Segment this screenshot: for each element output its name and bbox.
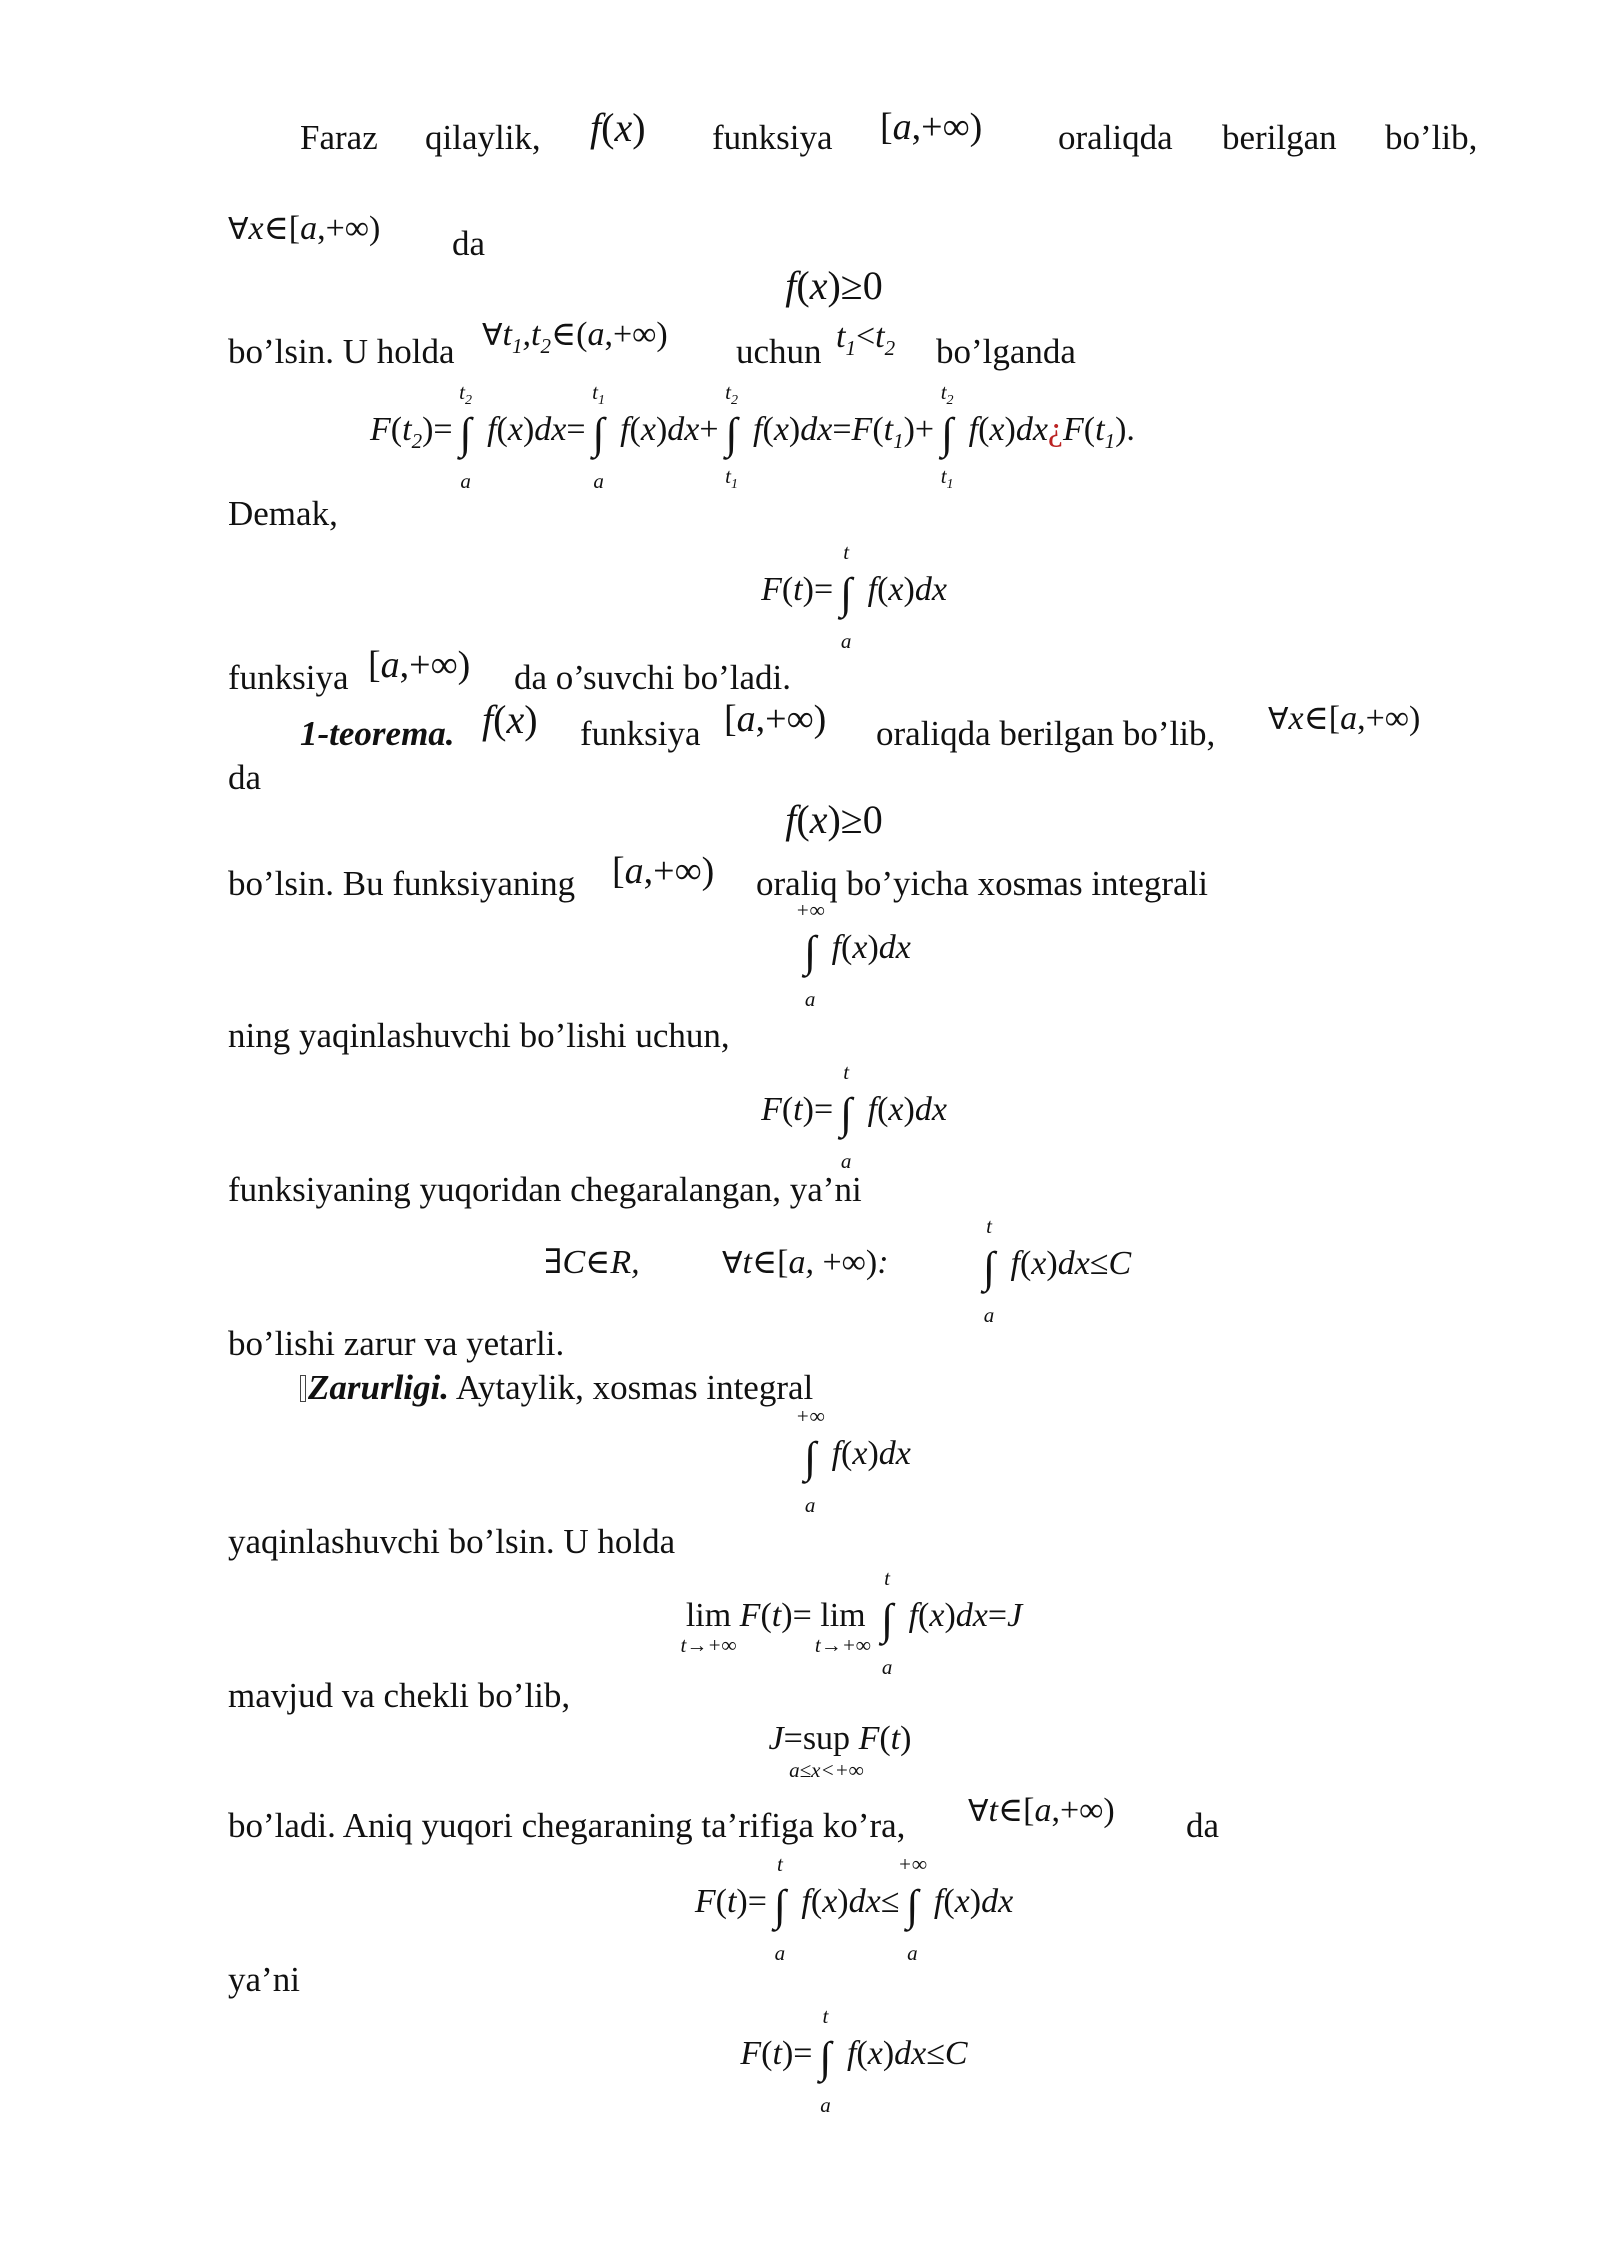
formula-fx: f(x) [590,105,646,150]
formula-forall-t1t2: $\forall t_1,t_2\in(a,+\infty)$ [482,316,668,358]
formula-improper-integral-1: ∫ +∞ a f(x)dx [795,898,911,1011]
formula-limit: lim t→+∞ F(t)= lim t→+∞ ∫ t a f(x)dx=J [680,1566,1023,1679]
formula-fx-geq-0: f(x)≥0 [785,263,883,308]
text-da: da [452,224,486,263]
text-theorem-funksiya: funksiya [580,714,701,753]
formula-interval-2: [a,+∞) [368,644,471,686]
formula-fx-geq-0-2: f(x)≥0 [785,797,883,842]
text-faraz: Faraz [300,118,378,157]
text-funksiya: funksiya [712,118,833,157]
text-qilaylik: qilaylik, [425,118,541,157]
theorem-label: 1-teorema. [300,714,455,753]
text-theorem-oraliqda: oraliqda berilgan bo’lib, [876,714,1216,753]
text-yani: ya’ni [228,1960,300,1999]
formula-improper-integral-2: ∫ +∞ a f(x)dx [795,1404,911,1517]
text-yaq-bolsin: yaqinlashuvchi bo’lsin. U holda [228,1522,676,1561]
text-funksiya-2: funksiya [228,658,349,697]
text-bolsin-bu: bo’lsin. Bu funksiyaning [228,864,576,903]
text-oraliq-boyicha: oraliq bo’yicha xosmas integrali [756,864,1208,903]
text-demak: Demak, [228,494,338,533]
formula-interval: [a,+∞) [880,106,983,148]
formula-sup: J=sup a≤x<+∞ F(t) [768,1720,912,1782]
formula-exists-C: ∃C∈R, [544,1244,640,1281]
text-ning-yaq: ning yaqinlashuvchi bo’lishi uchun, [228,1016,730,1055]
text-uchun: uchun [736,332,822,371]
formula-Ft-leq-improper: F(t)= ∫ t a f(x)dx≤ ∫ +∞ a f(x)dx [694,1852,1014,1965]
formula-Ft-def-1: F(t)= ∫ t a f(x)dx [761,540,947,653]
formula-interval-3: [a,+∞) [724,698,827,740]
missing-glyph-box [300,1375,306,1402]
formula-forall-x: ∀x∈[a,+∞) [228,210,381,247]
formula-Ft-def-2: F(t)= ∫ t a f(x)dx [761,1060,947,1173]
text-bolsin-u-holda: bo’lsin. U holda [228,332,455,371]
formula-forall-t-2: ∀t∈[a,+∞) [968,1792,1115,1829]
text-boladi-da: da [1186,1806,1220,1845]
text-theorem-da: da [228,758,262,797]
formula-interval-4: [a,+∞) [612,850,715,892]
formula-forall-x-2: ∀x∈[a,+∞) [1268,700,1421,737]
text-zarur-yetarli: bo’lishi zarur va yetarli. [228,1324,565,1363]
text-yuqoridan: funksiyaning yuqoridan chegaralangan, ya’ni [228,1170,862,1209]
text-berilgan: berilgan [1222,118,1337,157]
formula-t1-lt-t2: $t_1<t_2$ [836,318,896,360]
formula-bound-C: ∫ t a f(x)dx≤C [982,1214,1132,1327]
proof-zarurligi: Zarurligi. Aytaylik, xosmas integral [300,1370,813,1405]
text-osuvchi: da o’suvchi bo’ladi. [514,658,792,697]
text-oraliqda: oraliqda [1058,118,1173,157]
text-bolib: bo’lib, [1385,118,1478,157]
formula-forall-t: ∀t∈[a, +∞): [722,1244,889,1281]
text-boladi-aniq: bo’ladi. Aniq yuqori chegaraning ta’rifiga ko’ra, [228,1806,906,1845]
formula-Ft-leq-C: F(t)= ∫ t a f(x)dx≤C [740,2004,968,2117]
text-bolganda: bo’lganda [936,332,1076,371]
formula-fx-2: f(x) [482,697,538,742]
text-mavjud: mavjud va chekli bo’lib, [228,1676,571,1715]
formula-integral-split: $F(t_2)=$ ∫ $t_2$ a f(x)dx= ∫ $t_1$ a f(x)dx+ ∫ $t_2$ $t_1$ $f(x)dx=F(t_1)+$ ∫ $t_2$ $t_1$ $f(x)dx¿F(t_1)$. [370,380,1135,493]
